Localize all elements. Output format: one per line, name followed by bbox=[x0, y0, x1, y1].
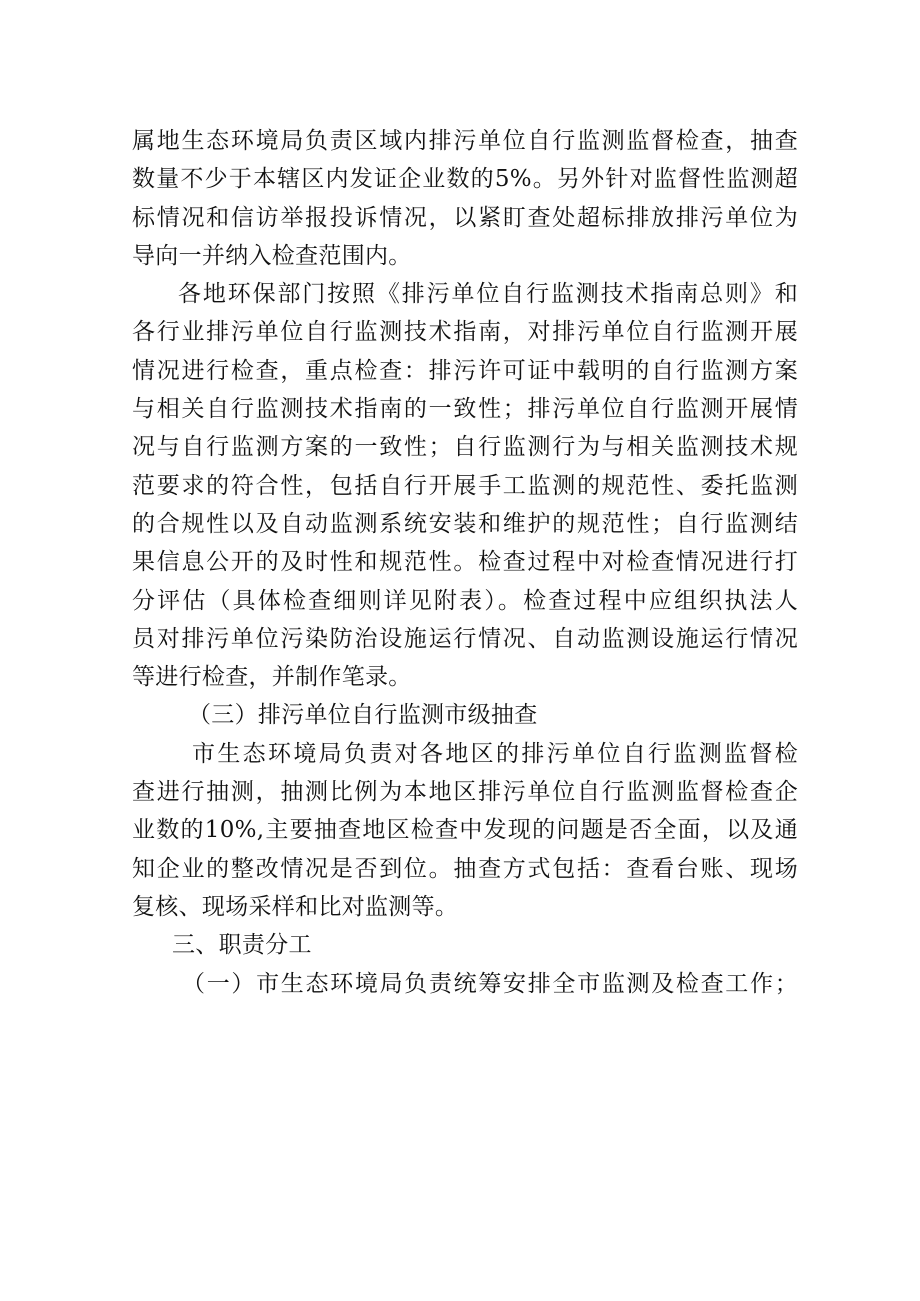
document-body bbox=[132, 122, 798, 1003]
section-heading: 三、职责分工 bbox=[172, 932, 312, 959]
text-line: 业数的10%,主要抽查地区检查中发现的问题是否全面，以及通 bbox=[132, 817, 798, 844]
text-line: 市生态环境局负责对各地区的排污单位自行监测监督检 bbox=[192, 740, 798, 767]
text-line: 知企业的整改情况是否到位。抽查方式包括：查看台账、现场 bbox=[132, 855, 798, 882]
text-line: 等进行检查，并制作笔录。 bbox=[132, 664, 412, 691]
text-line: 果信息公开的及时性和规范性。检查过程中对检查情况进行打 bbox=[132, 549, 798, 576]
text-line: 导向一并纳入检查范围内。 bbox=[132, 242, 412, 269]
text-line: 况与自行监测方案的一致性；自行监测行为与相关监测技术规 bbox=[132, 434, 798, 461]
text-line: 数量不少于本辖区内发证企业数的5%。另外针对监督性监测超 bbox=[132, 166, 798, 193]
text-line: （一）市生态环境局负责统筹安排全市监测及检查工作； bbox=[182, 970, 798, 997]
text-line: 员对排污单位污染防治设施运行情况、自动监测设施运行情况 bbox=[132, 625, 798, 652]
text-line: 与相关自行监测技术指南的一致性；排污单位自行监测开展情 bbox=[132, 396, 798, 423]
text-line: 的合规性以及自动监测系统安装和维护的规范性；自行监测结 bbox=[132, 510, 798, 537]
paragraph-2 bbox=[132, 275, 798, 696]
text-line: 各地环保部门按照《排污单位自行监测技术指南总则》和 bbox=[178, 281, 798, 308]
text-line: 情况进行检查，重点检查：排污许可证中载明的自行监测方案 bbox=[132, 357, 798, 384]
subsection-heading: （三）排污单位自行监测市级抽查 bbox=[188, 702, 538, 729]
text-line: 各行业排污单位自行监测技术指南，对排污单位自行监测开展 bbox=[132, 319, 798, 346]
text-line: 查进行抽测，抽测比例为本地区排污单位自行监测监督检查企 bbox=[132, 779, 798, 806]
text-line: 属地生态环境局负责区域内排污单位自行监测监督检查，抽查 bbox=[132, 128, 798, 154]
paragraph-4 bbox=[132, 965, 798, 1003]
text-line: 范要求的符合性，包括自行开展手工监测的规范性、委托监测 bbox=[132, 472, 798, 499]
text-line: 标情况和信访举报投诉情况，以紧盯查处超标排放排污单位为 bbox=[132, 204, 798, 231]
paragraph-1 bbox=[132, 122, 798, 275]
paragraph-3 bbox=[132, 735, 798, 926]
text-line: 分评估（具体检查细则详见附表）。检查过程中应组织执法人 bbox=[132, 587, 798, 614]
text-line: 复核、现场采样和比对监测等。 bbox=[132, 893, 459, 920]
